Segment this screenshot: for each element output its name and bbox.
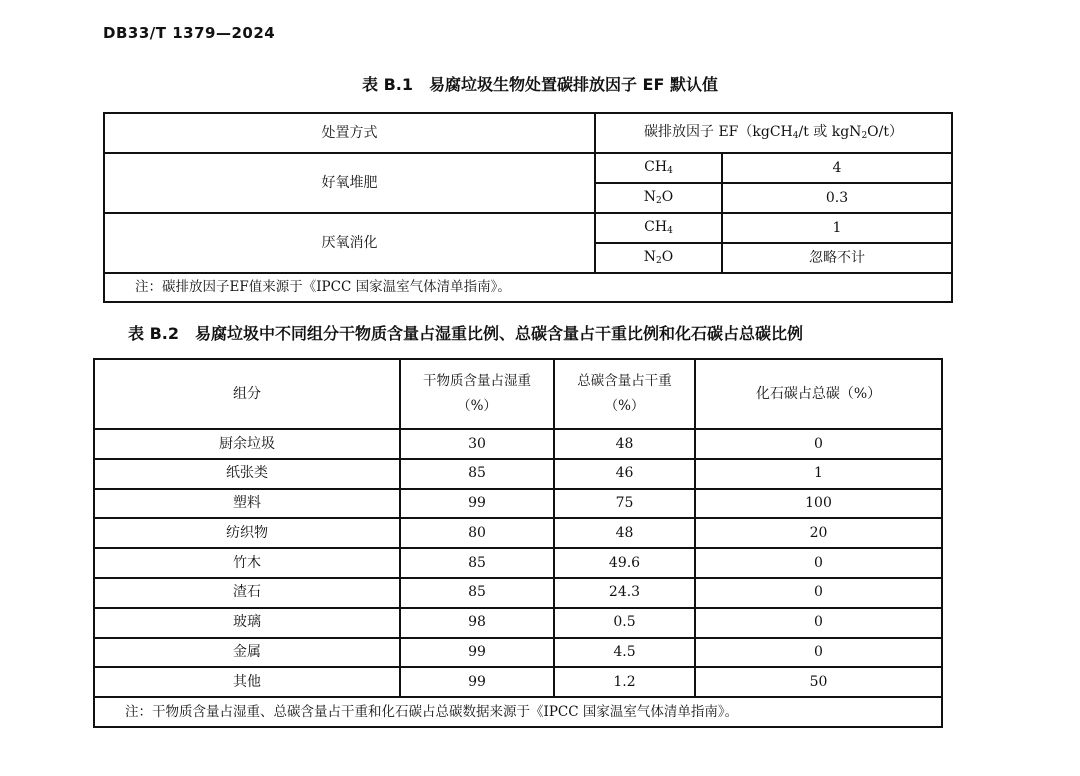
total-carbon-cell: 46 bbox=[554, 459, 695, 489]
total-carbon-cell: 4.5 bbox=[554, 638, 695, 668]
component-cell: 纸张类 bbox=[94, 459, 400, 489]
table1-caption: 表 B.1 易腐垃圾生物处置碳排放因子 EF 默认值 bbox=[362, 75, 718, 94]
gas-main: CH bbox=[644, 159, 668, 176]
value-cell: 1 bbox=[722, 213, 952, 243]
dry-matter-cell: 99 bbox=[400, 638, 554, 668]
table2-note-row bbox=[94, 697, 942, 727]
total-carbon-cell: 1.2 bbox=[554, 667, 695, 697]
table-row bbox=[94, 667, 942, 697]
total-carbon-cell: 75 bbox=[554, 489, 695, 519]
header-carbon-line2: （%） bbox=[604, 398, 645, 414]
total-carbon-cell: 48 bbox=[554, 429, 695, 459]
total-carbon-cell: 0.5 bbox=[554, 608, 695, 638]
table-row bbox=[94, 578, 942, 608]
header-carbon-line1: 总碳含量占干重 bbox=[577, 373, 672, 390]
table-row bbox=[104, 153, 952, 183]
value-cell: 0.3 bbox=[722, 183, 952, 213]
header-emission-factor bbox=[595, 113, 952, 153]
component-cell: 金属 bbox=[94, 638, 400, 668]
component-cell: 纺织物 bbox=[94, 518, 400, 548]
gas-main: N bbox=[643, 189, 657, 206]
fossil-carbon-cell: 100 bbox=[695, 489, 942, 519]
table1-header-row bbox=[104, 113, 952, 153]
table1-note-row bbox=[104, 273, 952, 302]
gas-tail: O bbox=[661, 249, 674, 266]
gas-cell bbox=[595, 153, 722, 183]
fossil-carbon-cell: 0 bbox=[695, 638, 942, 668]
component-cell: 竹木 bbox=[94, 548, 400, 578]
gas-cell bbox=[595, 183, 722, 213]
gas-cell bbox=[595, 213, 722, 243]
table-row bbox=[94, 608, 942, 638]
table-row bbox=[94, 429, 942, 459]
header-fossil-carbon: 化石碳占总碳（%） bbox=[695, 359, 942, 429]
value-cell: 4 bbox=[722, 153, 952, 183]
component-cell: 玻璃 bbox=[94, 608, 400, 638]
gas-main: CH bbox=[644, 219, 668, 236]
component-cell: 塑料 bbox=[94, 489, 400, 519]
fossil-carbon-cell: 50 bbox=[695, 667, 942, 697]
gas-sub: 4 bbox=[667, 226, 673, 237]
header-component: 组分 bbox=[94, 359, 400, 429]
gas-sub: 2 bbox=[656, 256, 662, 267]
component-cell: 其他 bbox=[94, 667, 400, 697]
component-cell: 厨余垃圾 bbox=[94, 429, 400, 459]
dry-matter-cell: 30 bbox=[400, 429, 554, 459]
header-ef-post: O/t） bbox=[867, 124, 903, 141]
dry-matter-cell: 80 bbox=[400, 518, 554, 548]
fossil-carbon-cell: 1 bbox=[695, 459, 942, 489]
total-carbon-cell: 48 bbox=[554, 518, 695, 548]
header-ef-mid: /t 或 kgN bbox=[798, 124, 862, 141]
table1-note: 注：碳排放因子EF值来源于《IPCC 国家温室气体清单指南》。 bbox=[104, 273, 952, 302]
fossil-carbon-cell: 20 bbox=[695, 518, 942, 548]
header-ef-pre: 碳排放因子 EF（kgCH bbox=[644, 124, 793, 141]
dry-matter-cell: 85 bbox=[400, 578, 554, 608]
header-total-carbon bbox=[554, 359, 695, 429]
table-row bbox=[94, 638, 942, 668]
table-row bbox=[104, 213, 952, 243]
table-row bbox=[94, 518, 942, 548]
dry-matter-cell: 99 bbox=[400, 489, 554, 519]
table2-caption: 表 B.2 易腐垃圾中不同组分干物质含量占湿重比例、总碳含量占干重比例和化石碳占总碳比例 bbox=[128, 324, 803, 343]
dry-matter-cell: 99 bbox=[400, 667, 554, 697]
emission-factor-table bbox=[103, 112, 953, 303]
header-ef-sub1: 4 bbox=[792, 131, 799, 142]
component-cell: 渣石 bbox=[94, 578, 400, 608]
table2-body bbox=[94, 429, 942, 697]
gas-sub: 4 bbox=[667, 166, 673, 177]
document-code: DB33/T 1379—2024 bbox=[103, 24, 276, 42]
fossil-carbon-cell: 0 bbox=[695, 548, 942, 578]
fossil-carbon-cell: 0 bbox=[695, 578, 942, 608]
header-ef-sub2: 2 bbox=[861, 131, 868, 142]
total-carbon-cell: 49.6 bbox=[554, 548, 695, 578]
header-dry-matter bbox=[400, 359, 554, 429]
gas-main: N bbox=[643, 249, 657, 266]
fossil-carbon-cell: 0 bbox=[695, 608, 942, 638]
header-dry-line2: （%） bbox=[457, 398, 497, 414]
fossil-carbon-cell: 0 bbox=[695, 429, 942, 459]
gas-cell bbox=[595, 243, 722, 273]
total-carbon-cell: 24.3 bbox=[554, 578, 695, 608]
header-dry-line1: 干物质含量占湿重 bbox=[423, 373, 531, 390]
header-disposal-method: 处置方式 bbox=[104, 113, 595, 153]
dry-matter-cell: 98 bbox=[400, 608, 554, 638]
gas-tail: O bbox=[661, 189, 674, 206]
dry-matter-cell: 85 bbox=[400, 459, 554, 489]
gas-sub: 2 bbox=[656, 196, 662, 207]
method-cell: 好氧堆肥 bbox=[104, 153, 595, 213]
table-row bbox=[94, 548, 942, 578]
dry-matter-cell: 85 bbox=[400, 548, 554, 578]
table2-note: 注：干物质含量占湿重、总碳含量占干重和化石碳占总碳数据来源于《IPCC 国家温室气体清单指南》。 bbox=[94, 697, 942, 727]
component-ratio-table bbox=[93, 358, 943, 728]
table-row bbox=[94, 489, 942, 519]
value-cell: 忽略不计 bbox=[722, 243, 952, 273]
method-cell: 厌氧消化 bbox=[104, 213, 595, 273]
table2-header-row bbox=[94, 359, 942, 429]
table-row bbox=[94, 459, 942, 489]
